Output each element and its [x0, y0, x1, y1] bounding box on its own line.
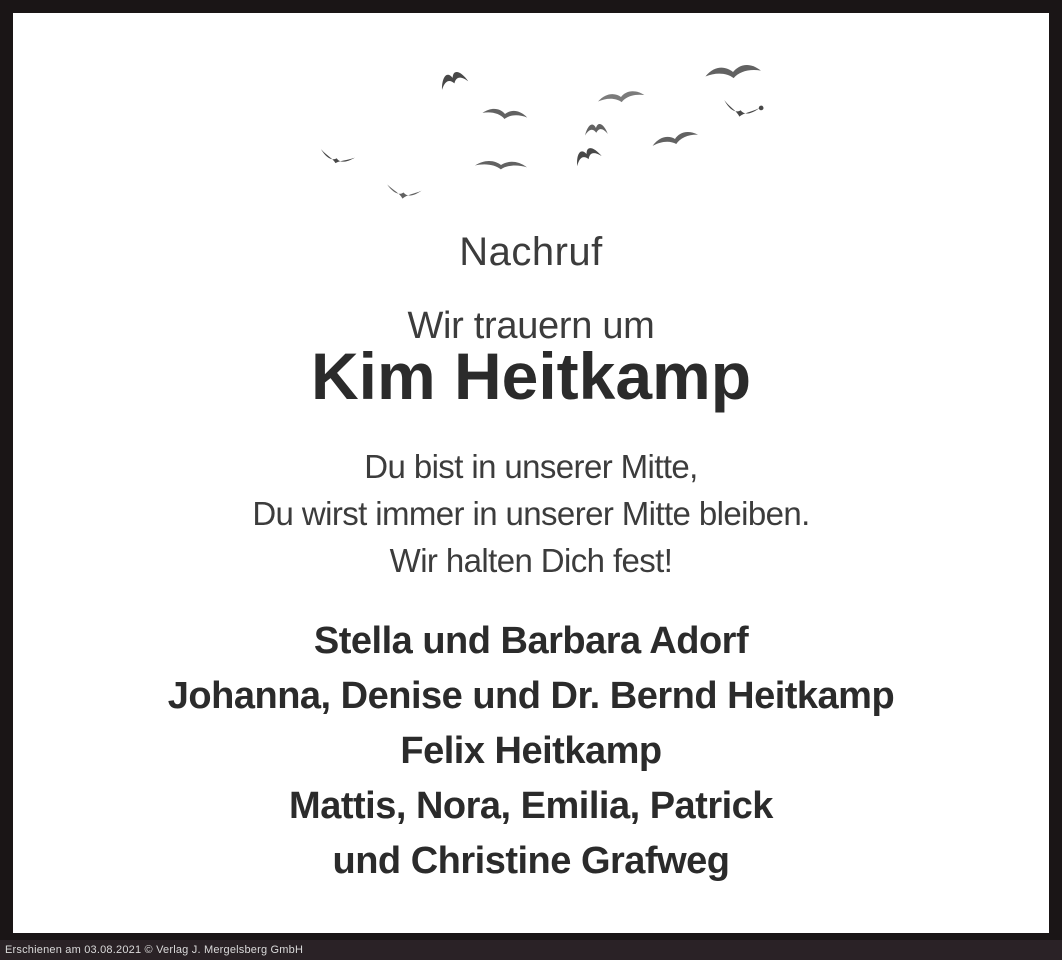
mourners-block: [26, 614, 1036, 889]
bird-icon: [584, 123, 607, 135]
flying-birds-icon: [303, 43, 783, 218]
mourners-line: und Christine Grafweg: [332, 840, 730, 882]
verse-line: Du wirst immer in unserer Mitte bleiben.: [252, 495, 810, 532]
bird-icon: [482, 108, 528, 122]
bird-icon: [705, 63, 762, 81]
bird-icon: [597, 90, 645, 106]
verse-line: Du bist in unserer Mitte,: [364, 448, 698, 485]
imprint-bar: [0, 940, 1062, 960]
bird-icon: [438, 69, 468, 90]
bird-icon: [722, 98, 764, 121]
bird-icon: [573, 145, 602, 166]
mourners-line: Felix Heitkamp: [400, 730, 662, 772]
bird-icon: [319, 149, 355, 167]
mourners-line: Mattis, Nora, Emilia, Patrick: [289, 785, 773, 827]
bird-icon: [475, 160, 527, 170]
mourning-intro: Wir trauern um: [407, 305, 655, 347]
verse-block: [26, 443, 1036, 584]
mourners-line: Johanna, Denise und Dr. Bernd Heitkamp: [167, 675, 895, 717]
imprint-text: Erschienen am 03.08.2021 © Verlag J. Mergelsberg GmbH: [5, 944, 304, 956]
bird-icon: [651, 129, 699, 149]
verse-line: Wir halten Dich fest!: [389, 542, 673, 579]
bird-icon: [385, 184, 421, 201]
deceased-name: Kim Heitkamp: [310, 339, 752, 413]
notice-kicker: Nachruf: [459, 230, 603, 274]
mourners-line: Stella und Barbara Adorf: [313, 620, 749, 662]
